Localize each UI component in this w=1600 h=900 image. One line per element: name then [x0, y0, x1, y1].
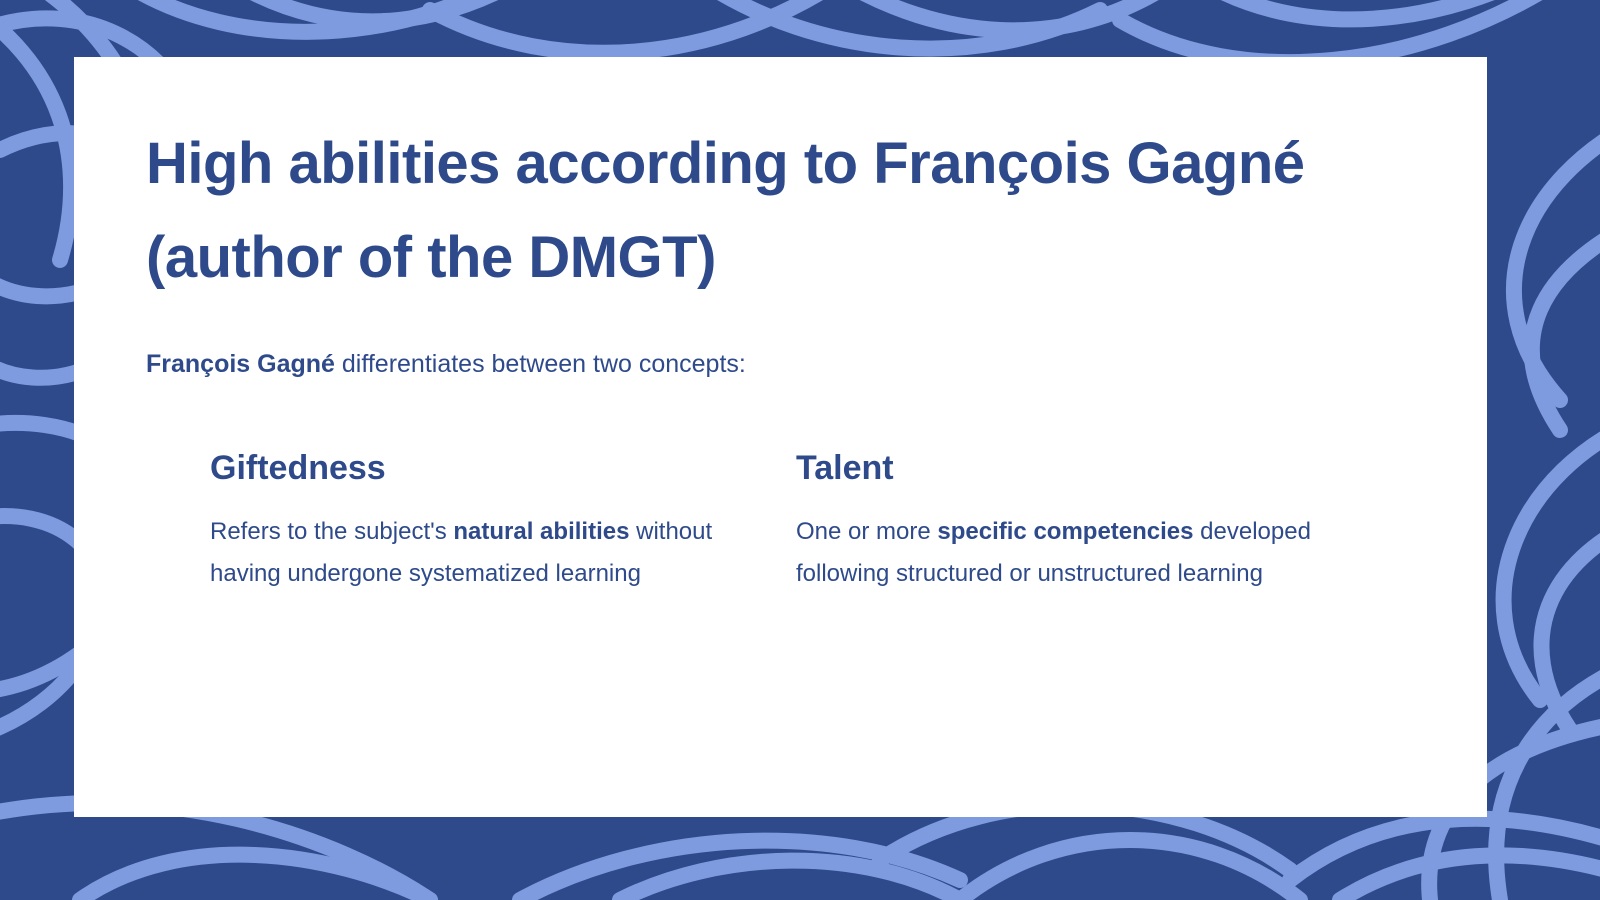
intro-rest-text: differentiates between two concepts: — [334, 349, 746, 378]
concept-description — [796, 511, 1336, 595]
concept-column-giftedness — [210, 448, 796, 595]
concept-text-after: without having undergone systematized learning — [210, 517, 713, 587]
concept-text-before: Refers to the subject's — [210, 517, 454, 545]
concept-text-before: One or more — [796, 517, 938, 545]
concept-text-highlight: natural abilities — [453, 517, 630, 545]
concepts-columns — [210, 448, 1415, 595]
content-card — [74, 57, 1487, 817]
page-title: High abilities according to François Gagné (author of the DMGT) — [146, 131, 1305, 290]
concept-description — [210, 511, 750, 595]
concept-heading: Giftedness — [210, 448, 386, 487]
concept-column-talent — [796, 448, 1382, 595]
concept-heading: Talent — [796, 448, 894, 487]
intro-paragraph — [146, 347, 1415, 382]
intro-author-name: François Gagné — [146, 349, 335, 378]
concept-text-after: developed following structured or unstructured learning — [796, 517, 1311, 587]
concept-text-highlight: specific competencies — [937, 517, 1194, 545]
